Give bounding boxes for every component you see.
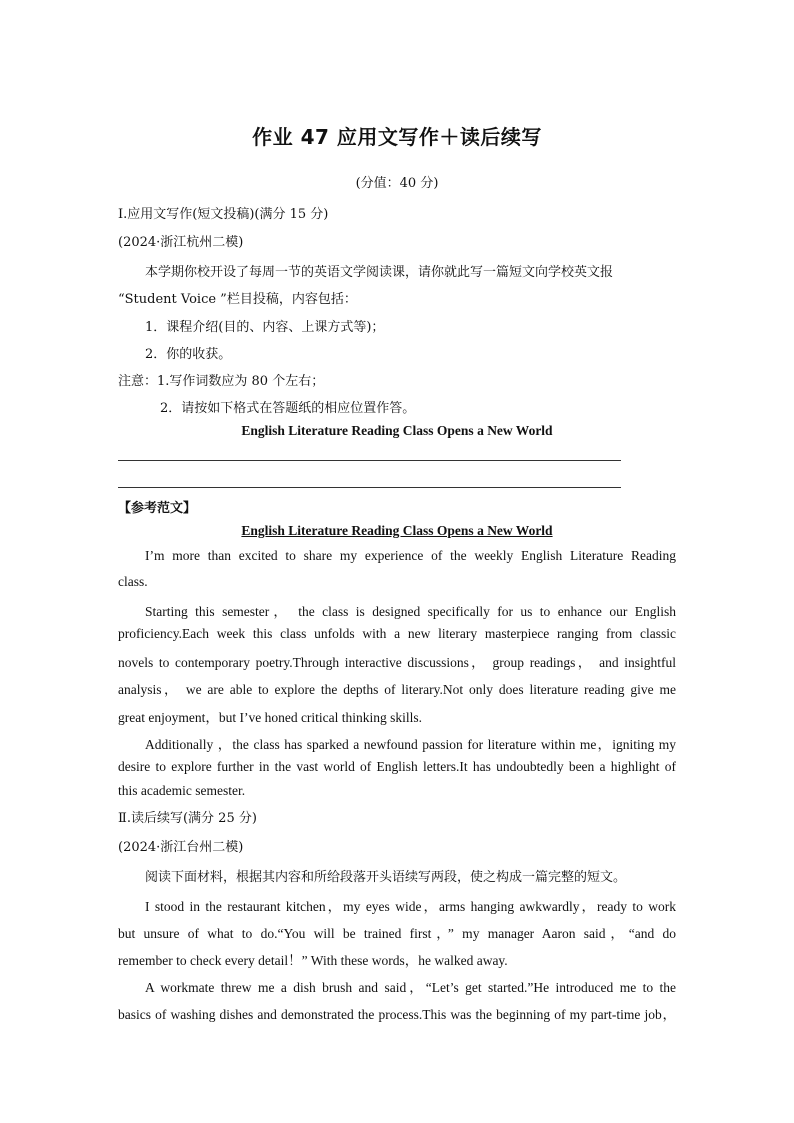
part1-prompt-line1: 本学期你校开设了每周一节的英语文学阅读课，请你就此写一篇短文向学校英文报 — [145, 265, 614, 280]
part1-note-2: 2．请按如下格式在答题纸的相应位置作答。 — [160, 401, 416, 416]
essay-format-title: English Literature Reading Class Opens a New World — [241, 423, 553, 438]
part1-source: (2024·浙江杭州二模) — [118, 235, 244, 250]
reference-line: desire to explore further in the vast world of English letters.It has undoubtedly been a highlight of — [118, 759, 676, 774]
reference-line: Starting this semester， the class is designed specifically for us to enhance our English — [145, 604, 676, 619]
part1-item-1: 1．课程介绍(目的、内容、上课方式等)； — [145, 320, 385, 335]
reference-line: proficiency.Each week this class unfolds with a new literary masterpiece ranging from classic — [118, 626, 676, 641]
part2-prompt: 阅读下面材料，根据其内容和所给段落开头语续写两段，使之构成一篇完整的短文。 — [145, 870, 627, 885]
page-title: 作业 47 应用文写作＋读后续写 — [252, 125, 542, 149]
reference-line: great enjoyment，but I’ve honed critical thinking skills. — [118, 710, 423, 725]
part1-heading: Ⅰ.应用文写作(短文投稿)(满分 15 分) — [118, 207, 329, 222]
part1-prompt-line2: “Student Voice ”栏目投稿，内容包括： — [118, 292, 357, 307]
story-line: basics of washing dishes and demonstrated the process.This was the beginning of my part-time job， — [118, 1007, 676, 1022]
part1-item-2: 2．你的收获。 — [145, 347, 232, 362]
part2-heading: Ⅱ.读后续写(满分 25 分) — [118, 811, 257, 826]
part1-note-1: 注意：1.写作词数应为 80 个左右； — [118, 374, 325, 389]
reference-line: class. — [118, 574, 148, 589]
score-note: (分值：40 分) — [355, 176, 439, 191]
reference-label: 【参考范文】 — [118, 501, 197, 516]
answer-line-1 — [118, 460, 621, 461]
reference-title: English Literature Reading Class Opens a New World — [241, 523, 553, 538]
part2-source: (2024·浙江台州二模) — [118, 840, 244, 855]
reference-line: I’m more than excited to share my experience of the weekly English Literature Reading — [145, 548, 676, 563]
reference-line: Additionally ，the class has sparked a newfound passion for literature within me，igniting my — [145, 737, 676, 752]
story-line: remember to check every detail！” With these words，he walked away. — [118, 953, 508, 968]
answer-line-2 — [118, 487, 621, 488]
reference-line: this academic semester. — [118, 783, 246, 798]
reference-line: novels to contemporary poetry.Through interactive discussions， group readings， and insightful — [118, 655, 676, 670]
story-line: but unsure of what to do.“You will be trained first，” my manager Aaron said，“and do — [118, 926, 676, 941]
reference-line: analysis， we are able to explore the depths of literary.Not only does literature reading give me — [118, 682, 676, 697]
story-line: I stood in the restaurant kitchen，my eyes wide，arms hanging awkwardly，ready to work — [145, 899, 676, 914]
story-line: A workmate threw me a dish brush and said，“Let’s get started.”He introduced me to the — [145, 980, 676, 995]
